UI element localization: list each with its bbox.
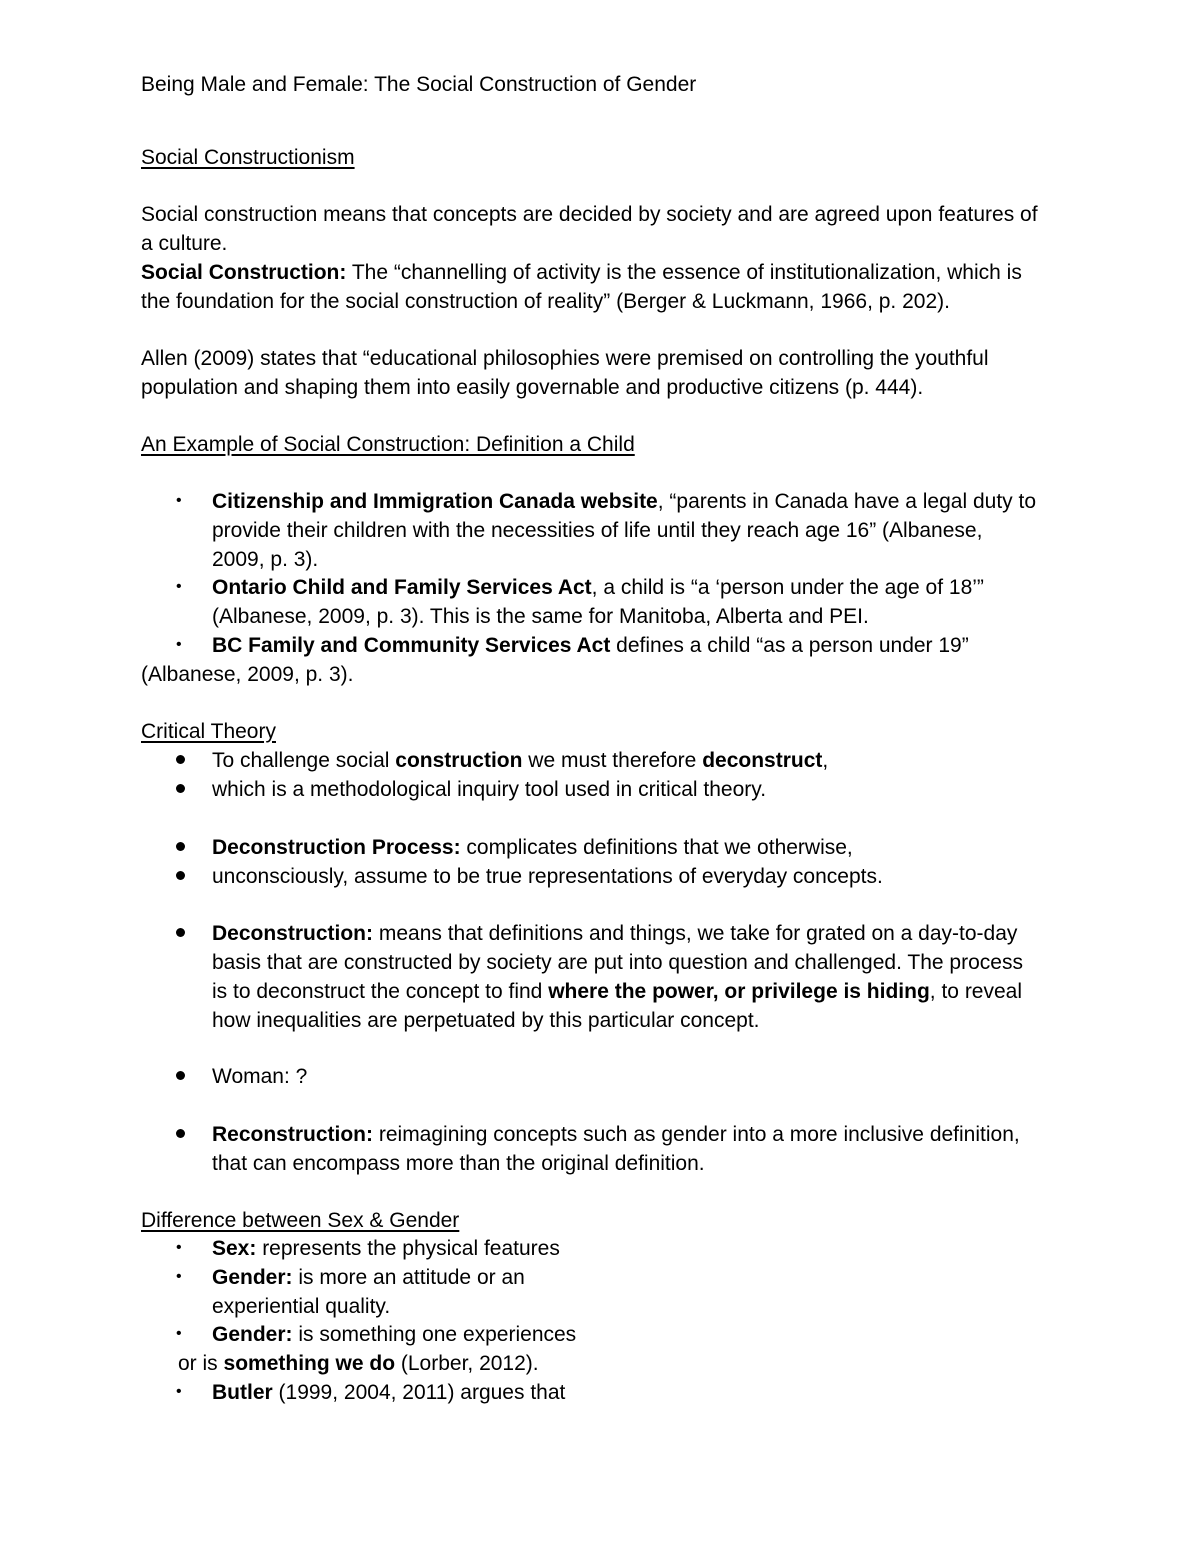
list-item-line: basis that are constructed by society are put into question and challenged. The process — [212, 951, 1023, 974]
bullet-icon — [176, 871, 185, 880]
list-item-text: represents the physical features — [256, 1237, 560, 1260]
bullet-icon: • — [176, 492, 182, 509]
bullet-icon — [176, 1071, 185, 1080]
list-item-line: (Albanese, 2009, p. 3). — [141, 663, 354, 686]
bullet-icon — [176, 842, 185, 851]
list-item-line: 2009, p. 3). — [212, 548, 319, 571]
list-item-bold: Gender: — [212, 1266, 293, 1289]
bullet-icon: • — [176, 636, 182, 653]
list-item — [212, 491, 1036, 512]
list-item-text: , “parents in Canada have a legal duty to — [657, 490, 1036, 513]
list-item: which is a methodological inquiry tool used in critical theory. — [212, 778, 767, 801]
list-item-text: (Lorber, 2012). — [395, 1352, 539, 1375]
list-item-text: , a child is “a ‘person under the age of 18’” — [591, 576, 984, 599]
list-item — [212, 750, 828, 771]
list-item-line: experiential quality. — [212, 1295, 391, 1318]
list-item-bold: Sex: — [212, 1237, 257, 1260]
list-item: Woman: ? — [212, 1065, 308, 1088]
list-item-bold: Citizenship and Immigration Canada website — [212, 490, 658, 513]
list-item: unconsciously, assume to be true representations of everyday concepts. — [212, 865, 883, 888]
bullet-icon: • — [176, 1239, 182, 1256]
bullet-icon — [176, 1129, 185, 1138]
bullet-icon — [176, 755, 185, 764]
list-item-text: reimagining concepts such as gender into a more inclusive definition, — [373, 1123, 1020, 1146]
list-item-text: , — [822, 749, 829, 772]
list-item-text: , to reveal — [929, 980, 1023, 1003]
list-item — [212, 1382, 565, 1403]
list-item-line: that can encompass more than the original definition. — [212, 1152, 705, 1175]
list-item-text: or is — [178, 1352, 224, 1375]
heading-social-constructionism: Social Constructionism — [141, 146, 355, 169]
heading-sex-gender: Difference between Sex & Gender — [141, 1209, 460, 1232]
definition-line: the foundation for the social construction of reality” (Berger & Luckmann, 1966, p. 202). — [141, 290, 950, 313]
list-item-text: means that definitions and things, we take for grated on a day-to-day — [373, 922, 1018, 945]
paragraph-line: population and shaping them into easily governable and productive citizens (p. 444). — [141, 376, 924, 399]
bullet-icon — [176, 784, 185, 793]
bullet-icon: • — [176, 1268, 182, 1285]
list-item-text: defines a child “as a person under 19” — [610, 634, 969, 657]
list-item-text: is something one experiences — [292, 1323, 577, 1346]
bullet-icon: • — [176, 578, 182, 595]
list-item-text: we must therefore — [522, 749, 703, 772]
definition-text: The “channelling of activity is the essence of institutionalization, which is — [346, 261, 1022, 284]
list-item — [212, 635, 969, 656]
list-item-bold: Deconstruction Process: — [212, 836, 461, 859]
list-item — [212, 923, 1017, 944]
bullet-icon — [176, 928, 185, 937]
heading-critical-theory: Critical Theory — [141, 720, 276, 743]
bullet-icon: • — [176, 1383, 182, 1400]
list-item-bold: Reconstruction: — [212, 1123, 374, 1146]
list-item — [212, 1238, 560, 1259]
list-item-bold: something we do — [223, 1352, 396, 1375]
heading-example-child: An Example of Social Construction: Definition a Child — [141, 433, 635, 456]
list-item-bold: Butler — [212, 1381, 273, 1404]
list-item-text: is more an attitude or an — [292, 1266, 525, 1289]
list-item-line — [178, 1353, 539, 1374]
list-item-bold: deconstruct — [702, 749, 823, 772]
list-item — [212, 577, 984, 598]
list-item — [212, 1267, 525, 1288]
bullet-icon: • — [176, 1325, 182, 1342]
list-item-line — [212, 981, 1022, 1002]
list-item-line: provide their children with the necessities of life until they reach age 16” (Albanese, — [212, 519, 983, 542]
list-item-bold: BC Family and Community Services Act — [212, 634, 611, 657]
paragraph-line: Allen (2009) states that “educational philosophies were premised on controlling the youthful — [141, 347, 989, 370]
list-item-text: (1999, 2004, 2011) argues that — [272, 1381, 566, 1404]
document-title: Being Male and Female: The Social Construction of Gender — [141, 73, 697, 96]
definition-label: Social Construction: — [141, 261, 347, 284]
definition-line — [141, 262, 1022, 283]
paragraph-line: a culture. — [141, 232, 228, 255]
list-item — [212, 1124, 1020, 1145]
list-item-bold: construction — [395, 749, 523, 772]
list-item-bold: Ontario Child and Family Services Act — [212, 576, 592, 599]
list-item-text: is to deconstruct the concept to find — [212, 980, 549, 1003]
list-item-bold: Deconstruction: — [212, 922, 374, 945]
list-item-bold: where the power, or privilege is hiding — [548, 980, 930, 1003]
list-item-text: complicates definitions that we otherwise, — [460, 836, 853, 859]
list-item — [212, 837, 853, 858]
paragraph-line: Social construction means that concepts are decided by society and are agreed upon features of — [141, 203, 1038, 226]
list-item-text: To challenge social — [212, 749, 396, 772]
list-item-line: how inequalities are perpetuated by this particular concept. — [212, 1009, 760, 1032]
list-item-bold: Gender: — [212, 1323, 293, 1346]
list-item-line: (Albanese, 2009, p. 3). This is the same for Manitoba, Alberta and PEI. — [212, 605, 869, 628]
list-item — [212, 1324, 576, 1345]
